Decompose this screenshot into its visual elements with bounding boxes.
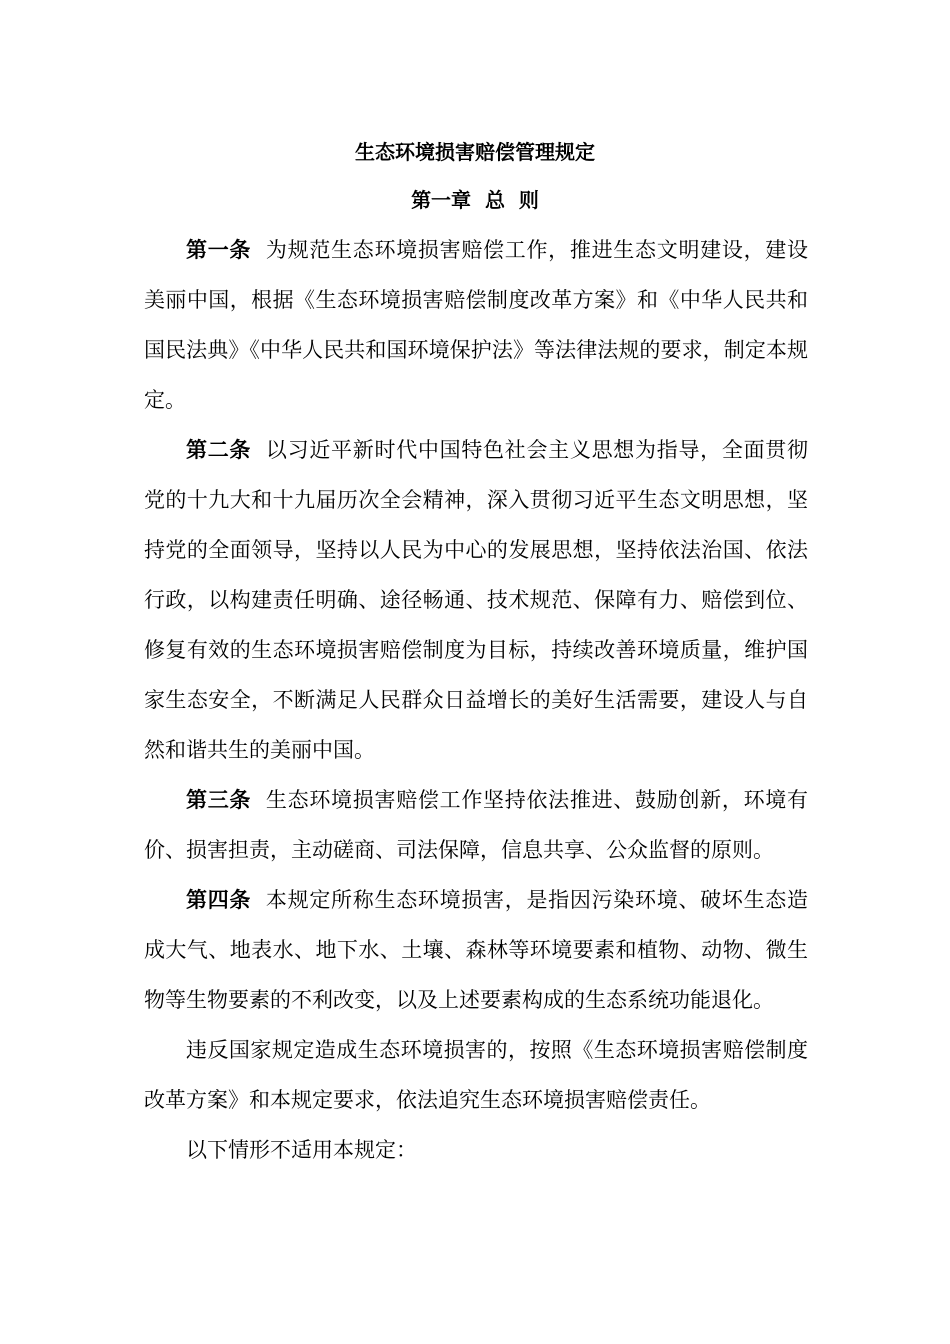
- paragraph-text: 以下情形不适用本规定：: [186, 1138, 417, 1162]
- article-number: 第二条: [186, 438, 252, 462]
- article-text: 以习近平新时代中国特色社会主义思想为指导，全面贯彻党的十九大和十九届历次全会精神，深入贯彻习近平生态文明思想，坚持党的全面领导，坚持以人民为中心的发展思想，坚持依法治国、依法行政，以构建责任明确、途径畅通、技术规范、保障有力、赔偿到位、修复有效的生态环境损害赔偿制度为目标，持续改善环境质量，维护国家生态安全，不断满足人民群众日益增长的美好生活需要，建设人与自然和谐共生的美丽中国。: [144, 438, 809, 762]
- article-text: 本规定所称生态环境损害，是指因污染环境、破坏生态造成大气、地表水、地下水、土壤、森林等环境要素和植物、动物、微生物等生物要素的不利改变，以及上述要素构成的生态系统功能退化。: [144, 888, 809, 1012]
- article-number: 第三条: [186, 788, 252, 812]
- paragraph-text: 违反国家规定造成生态环境损害的，按照《生态环境损害赔偿制度改革方案》和本规定要求，依法追究生态环境损害赔偿责任。: [144, 1038, 808, 1112]
- article-number: 第一条: [186, 238, 252, 262]
- body-paragraph: [144, 1025, 808, 1125]
- article-paragraph: [144, 875, 808, 1025]
- article-text: 生态环境损害赔偿工作坚持依法推进、鼓励创新，环境有价、损害担责，主动磋商、司法保障，信息共享、公众监督的原则。: [144, 788, 809, 862]
- article-paragraph: [144, 425, 808, 775]
- article-text: 为规范生态环境损害赔偿工作，推进生态文明建设，建设美丽中国，根据《生态环境损害赔偿制度改革方案》和《中华人民共和国民法典》《中华人民共和国环境保护法》等法律法规的要求，制定本规定。: [144, 238, 809, 412]
- article-paragraph: [144, 775, 808, 875]
- document-title: 生态环境损害赔偿管理规定: [355, 140, 595, 164]
- document-body: [144, 225, 808, 1175]
- article-number: 第四条: [186, 888, 252, 912]
- article-paragraph: [144, 225, 808, 425]
- body-paragraph: [144, 1125, 808, 1175]
- chapter-heading: 第一章 总 则: [411, 188, 539, 212]
